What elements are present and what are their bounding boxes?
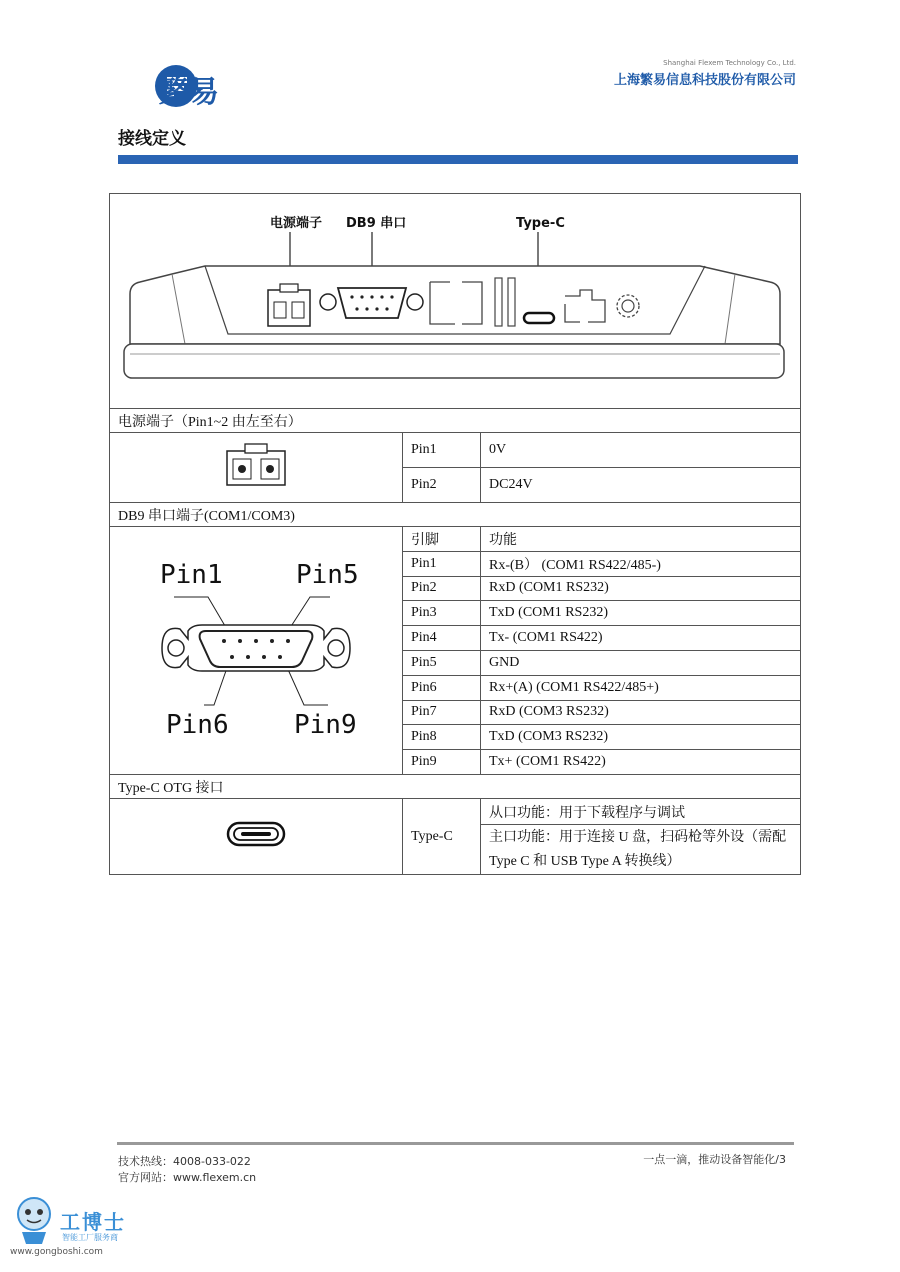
watermark-subtitle: 智能工厂服务商	[62, 1233, 118, 1242]
power-pin2: Pin2	[403, 468, 481, 503]
power-terminal-drawing	[268, 284, 310, 326]
db9-pin2: Pin2	[403, 576, 481, 601]
db9-pin5: Pin5	[403, 650, 481, 675]
footer-hotline: 技术热线：4008-033-022	[118, 1155, 251, 1168]
db9-pin3: Pin3	[403, 601, 481, 626]
db9-pin7: Pin7	[403, 700, 481, 725]
watermark-url: www.gongboshi.com	[10, 1247, 103, 1257]
db9-pin2-func: RxD (COM1 RS232)	[481, 576, 801, 601]
db9-pin8: Pin8	[403, 725, 481, 750]
device-bottom-diagram	[110, 194, 800, 403]
footer-website: 官方网站：www.flexem.cn	[118, 1171, 257, 1184]
db9-label-pin5: Pin5	[296, 560, 359, 590]
db9-diagram-cell	[110, 527, 403, 775]
brand-name: 繁易	[158, 75, 220, 110]
db9-pin7-func: RxD (COM3 RS232)	[481, 700, 801, 725]
wiring-table	[109, 193, 801, 875]
db9-pin6-func: Rx+(A) (COM1 RS422/485+)	[481, 675, 801, 700]
company-name-en: Shanghai Flexem Technology Co., Ltd.	[663, 59, 796, 67]
device-bottom-view	[110, 194, 801, 409]
title-bar	[118, 155, 798, 164]
db9-label-pin9: Pin9	[294, 710, 357, 740]
power-pin1-func: 0V	[481, 433, 801, 468]
db9-pin3-func: TxD (COM1 RS232)	[481, 601, 801, 626]
db9-label-pin1: Pin1	[160, 560, 223, 590]
power-section-title: 电源端子（Pin1~2 由左至右）	[110, 409, 801, 433]
mascot-icon	[8, 1192, 60, 1246]
db9-pinout-diagram	[110, 527, 402, 769]
label-power-terminal: 电源端子	[270, 216, 323, 231]
db9-section-title: DB9 串口端子(COM1/COM3)	[110, 503, 801, 527]
db9-pin5-func: GND	[481, 650, 801, 675]
watermark-name: 工博士	[60, 1210, 126, 1234]
db9-label-pin6: Pin6	[166, 710, 229, 740]
typec-port-drawing	[524, 313, 554, 323]
db9-pin4: Pin4	[403, 626, 481, 651]
footer-slogan: 一点一滴，推动设备智能化/3	[643, 1153, 786, 1166]
db9-header-func: 功能	[481, 527, 801, 552]
typec-image-cell	[110, 799, 403, 875]
typec-section-title: Type-C OTG 接口	[110, 775, 801, 799]
power-terminal-image-cell	[110, 433, 403, 503]
db9-pin4-func: Tx- (COM1 RS422)	[481, 626, 801, 651]
typec-func-host: 主口功能：用于连接 U 盘，扫码枪等外设（需配 Type C 和 USB Type A 转换线）	[481, 825, 801, 875]
footer-divider	[117, 1142, 794, 1145]
db9-pin1: Pin1	[403, 551, 481, 576]
page-title: 接线定义	[118, 129, 186, 149]
power-pin1: Pin1	[403, 433, 481, 468]
typec-port-name: Type-C	[403, 799, 481, 875]
db9-pin6: Pin6	[403, 675, 481, 700]
db9-pin9: Pin9	[403, 750, 481, 775]
label-db9: DB9 串口	[346, 216, 407, 231]
db9-pin8-func: TxD (COM3 RS232)	[481, 725, 801, 750]
db9-pin9-func: Tx+ (COM1 RS422)	[481, 750, 801, 775]
power-pin2-func: DC24V	[481, 468, 801, 503]
label-typec: Type-C	[516, 216, 565, 231]
typec-port-icon	[226, 820, 286, 848]
db9-header-pin: 引脚	[403, 527, 481, 552]
power-terminal-icon	[223, 441, 289, 489]
db9-pin1-func: Rx-(B） (COM1 RS422/485-)	[481, 551, 801, 576]
typec-func-slave: 从口功能：用于下载程序与调试	[481, 799, 801, 825]
company-name-cn: 上海繁易信息科技股份有限公司	[613, 73, 796, 88]
